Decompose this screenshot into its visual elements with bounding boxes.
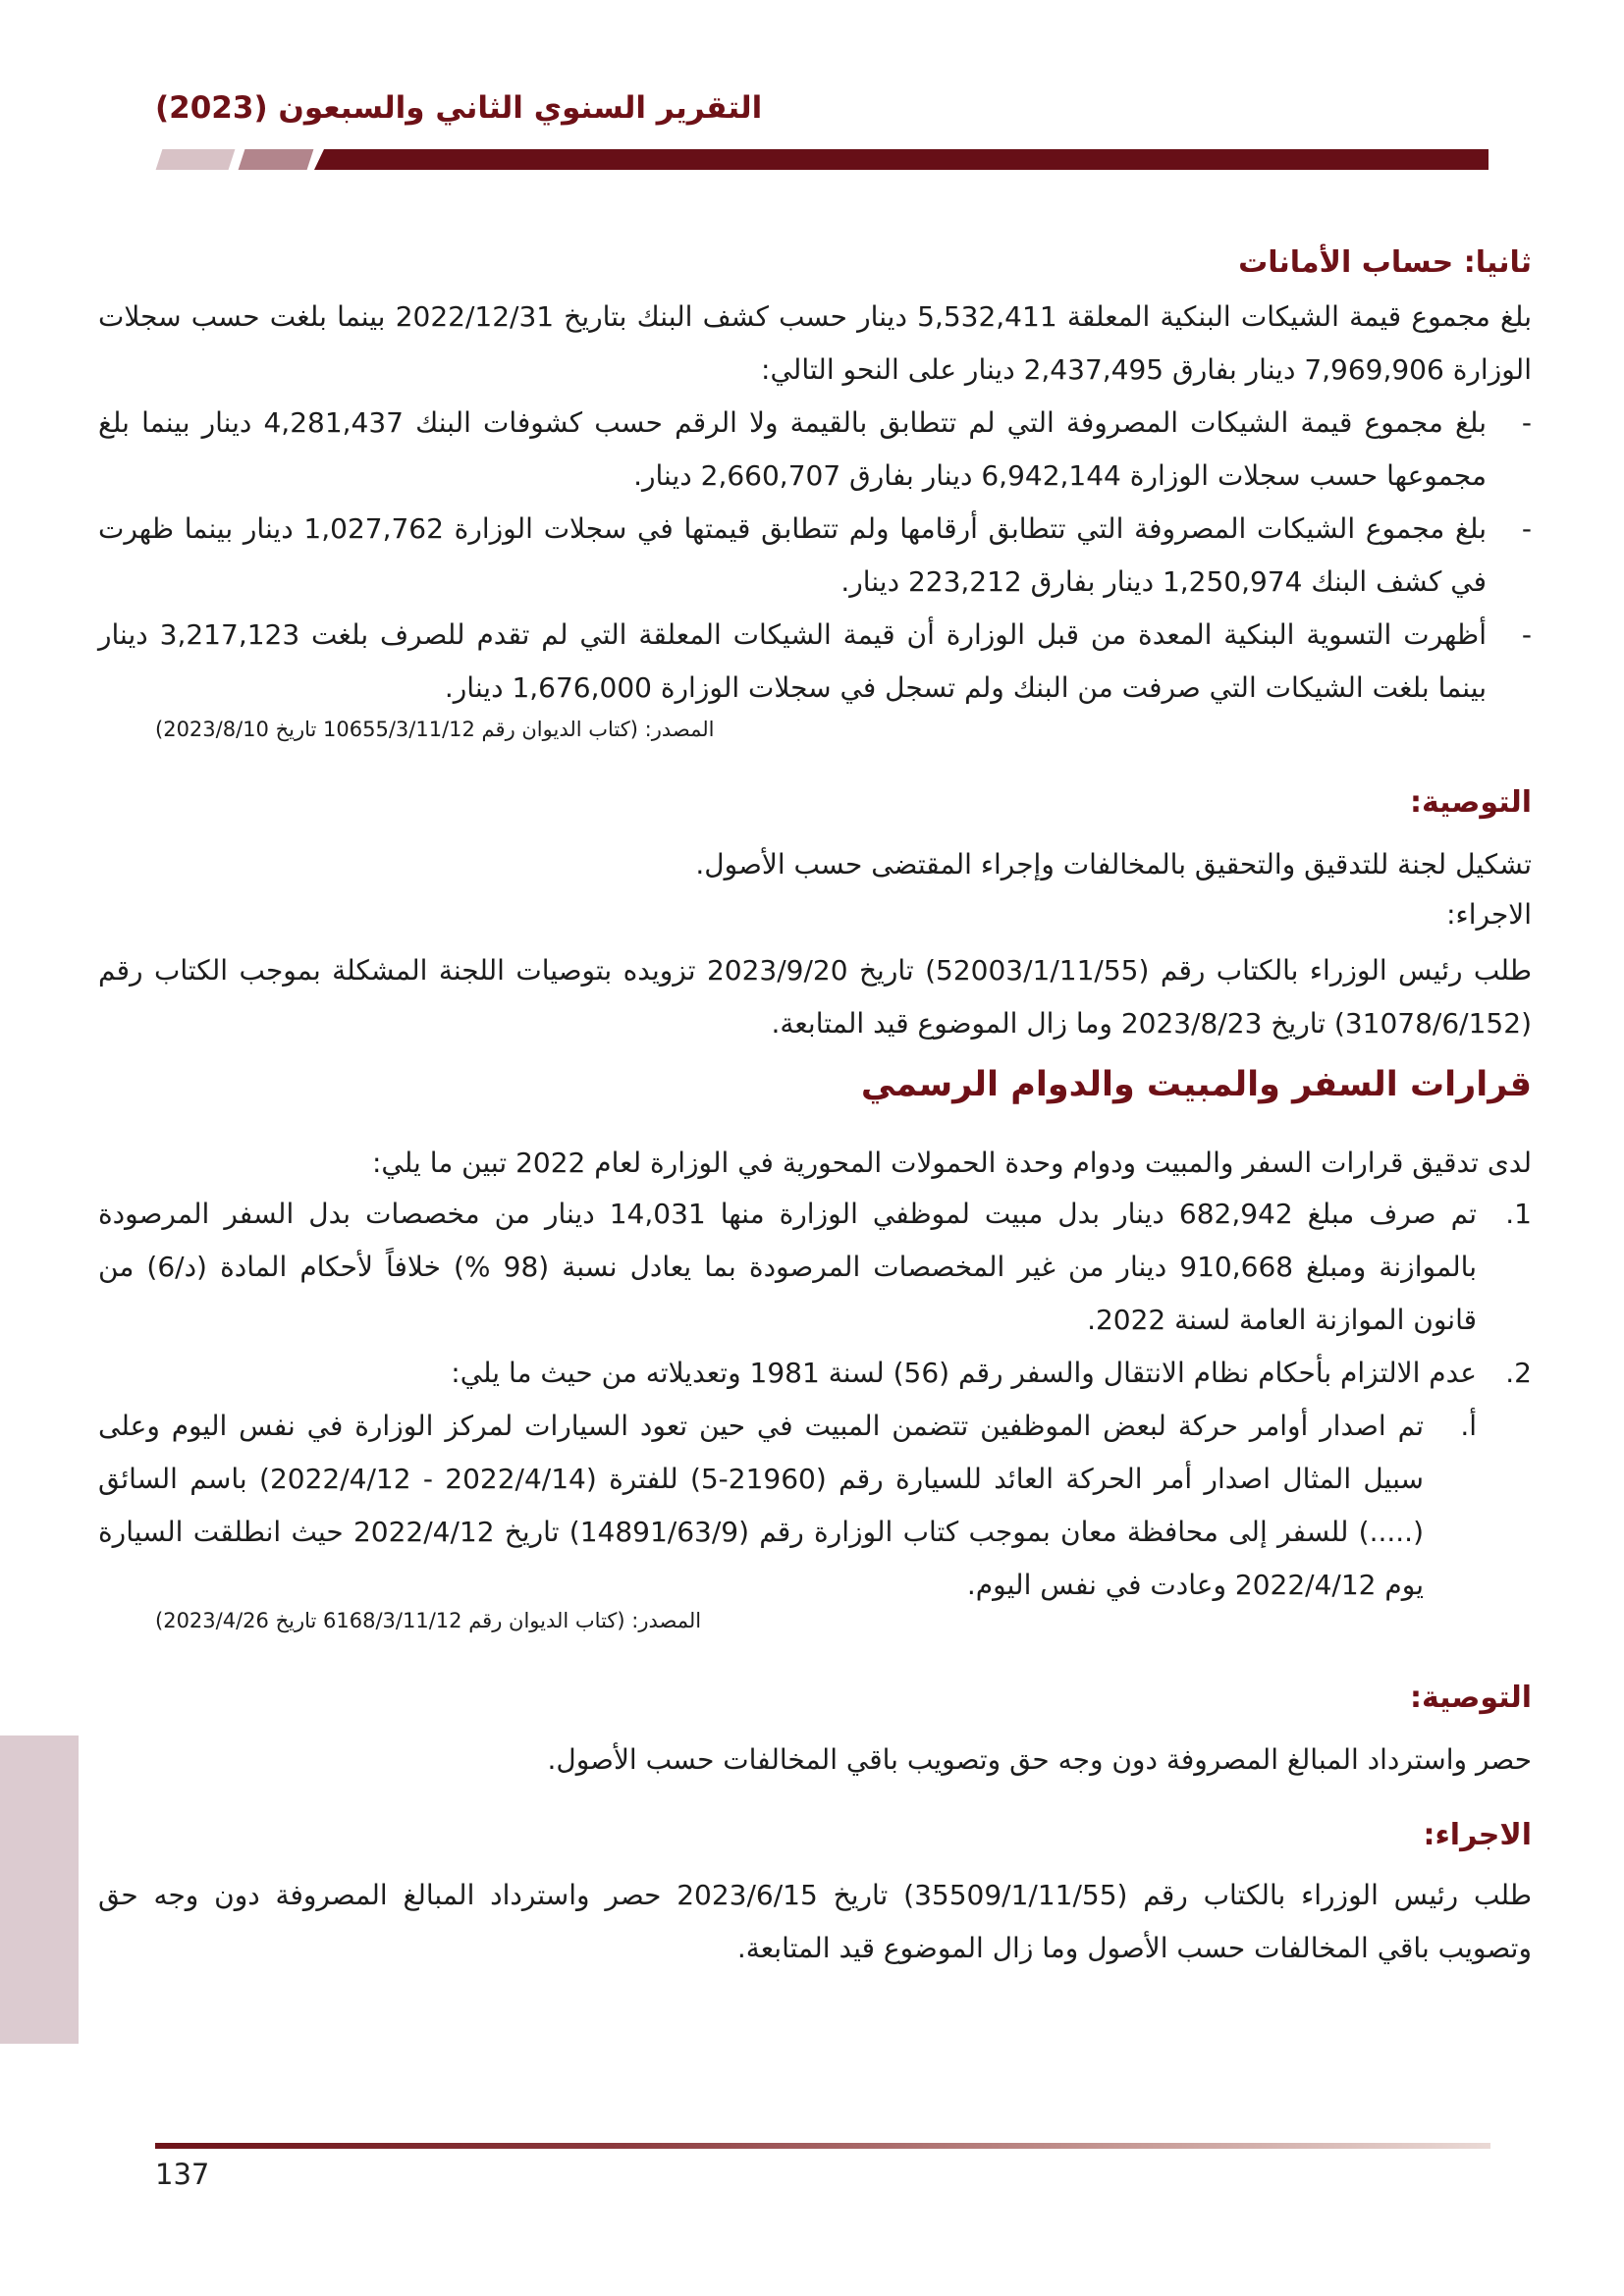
item-number: 2.: [1505, 1357, 1532, 1389]
travel-intro-paragraph: لدى تدقيق قرارات السفر والمبيت ودوام وحدة الحمولات المحورية في الوزارة لعام 2022 تبين ما يلي:: [371, 1147, 1532, 1179]
numbered-item: [98, 1188, 1532, 1347]
action-label: الاجراء:: [1446, 898, 1532, 931]
trusts-findings-list: [98, 397, 1532, 715]
action-text: طلب رئيس الوزراء بالكتاب رقم (52003/1/11/55) تاريخ 2023/9/20 تزويده بتوصيات اللجنة المشكلة بموجب الكتاب رقم (31078/6/152) تاريخ 2023/8/23 وما زال الموضوع قيد المتابعة.: [98, 954, 1532, 1040]
travel-findings-list: [98, 1347, 1532, 1400]
recommendation-text: تشكيل لجنة للتدقيق والتحقيق بالمخالفات وإجراء المقتضى حسب الأصول.: [695, 848, 1532, 881]
action-text: طلب رئيس الوزراء بالكتاب رقم (35509/1/11/55) تاريخ 2023/6/15 حصر واسترداد المبالغ المصروفة دون وجه حق وتصويب باقي المخالفات حسب الأصول وما زال الموضوع قيد المتابعة.: [98, 1879, 1532, 1964]
subitem-letter: أ.: [1460, 1410, 1477, 1442]
page-number: 137: [155, 2158, 210, 2191]
list-item-text: بلغ مجموع الشيكات المصروفة التي تتطابق أرقامها ولم تتطابق قيمتها في سجلات الوزارة 1,027,762 دينار بينما ظهرت في كشف البنك 1,250,974 دينار بفارق 223,212 دينار.: [98, 512, 1487, 598]
recommendation-heading: التوصية:: [1409, 785, 1532, 820]
item-number: 1.: [1505, 1198, 1532, 1230]
header-bar: [314, 149, 1489, 170]
action-heading: الاجراء:: [1423, 1818, 1532, 1852]
dash-bullet: -: [1521, 618, 1532, 651]
header-bar-segment-light: [156, 149, 236, 170]
page-margin-tab: [0, 1735, 79, 2044]
numbered-item-text: عدم الالتزام بأحكام نظام الانتقال والسفر رقم (56) لسنة 1981 وتعديلاته من حيث ما يلي:: [451, 1357, 1477, 1389]
header-bar-segment-mid: [239, 149, 314, 170]
travel-findings-list: [98, 1188, 1532, 1347]
recommendation-heading: التوصية:: [1409, 1681, 1532, 1715]
list-item: [98, 503, 1532, 609]
travel-subitem-list: [98, 1400, 1532, 1612]
subitem-text: تم اصدار أوامر حركة لبعض الموظفين تتضمن المبيت في حين تعود السيارات لمركز الوزارة في نفس اليوم وعلى سبيل المثال اصدار أمر الحركة العائد للسيارة رقم ⁦(5-21960)⁩ للفترة ⁦(2022/4/12 - 2022/4/14)⁩ باسم السائق (.....) للسفر إلى محافظة معان بموجب كتاب الوزارة رقم (14891/63/9) تاريخ 2022/4/12 حيث انطلقت السيارة يوم 2022/4/12 وعادت في نفس اليوم.: [98, 1410, 1424, 1601]
list-item-text: بلغ مجموع قيمة الشيكات المصروفة التي لم تتطابق بالقيمة ولا الرقم حسب كشوفات البنك 4,281,437 دينار بينما بلغ مجموعها حسب سجلات الوزارة 6,942,144 دينار بفارق 2,660,707 دينار.: [98, 406, 1487, 492]
dash-bullet: -: [1521, 512, 1532, 545]
source-citation: المصدر: (كتاب الديوان رقم 10655/3/11/12 تاريخ 2023/8/10): [155, 718, 715, 741]
numbered-item: [98, 1347, 1532, 1400]
source-citation: المصدر: (كتاب الديوان رقم 6168/3/11/12 تاريخ 2023/4/26): [155, 1609, 702, 1632]
lettered-subitem: [98, 1400, 1477, 1612]
list-item: [98, 609, 1532, 715]
dash-bullet: -: [1521, 406, 1532, 439]
list-item-text: أظهرت التسوية البنكية المعدة من قبل الوزارة أن قيمة الشيكات المعلقة التي لم تقدم للصرف بلغت 3,217,123 دينار بينما بلغت الشيكات التي صرفت من البنك ولم تسجل في سجلات الوزارة 1,676,000 دينار.: [98, 618, 1487, 704]
recommendation-text: حصر واسترداد المبالغ المصروفة دون وجه حق وتصويب باقي المخالفات حسب الأصول.: [547, 1743, 1532, 1776]
numbered-item-text: تم صرف مبلغ 682,942 دينار بدل مبيت لموظفي الوزارة منها 14,031 دينار من مخصصات بدل السفر المرصودة بالموازنة ومبلغ 910,668 دينار من غير المخصصات المرصودة بما يعادل نسبة (98 %) خلافاً لأحكام المادة ⁦(6/د)⁩ من قانون الموازنة العامة لسنة 2022.: [98, 1198, 1477, 1336]
list-item: [98, 397, 1532, 503]
report-title: التقرير السنوي الثاني والسبعون (2023): [155, 90, 763, 126]
trusts-intro-paragraph: بلغ مجموع قيمة الشيكات البنكية المعلقة 5,532,411 دينار حسب كشف البنك بتاريخ 2022/12/31 بينما بلغت حسب سجلات الوزارة 7,969,906 دينار بفارق 2,437,495 دينار على النحو التالي:: [98, 300, 1532, 386]
footer-rule: [155, 2143, 1490, 2149]
section-heading-trusts-account: ثانيا: حساب الأمانات: [1238, 245, 1532, 280]
section-heading-travel-decisions: قرارات السفر والمبيت والدوام الرسمي: [860, 1065, 1532, 1104]
